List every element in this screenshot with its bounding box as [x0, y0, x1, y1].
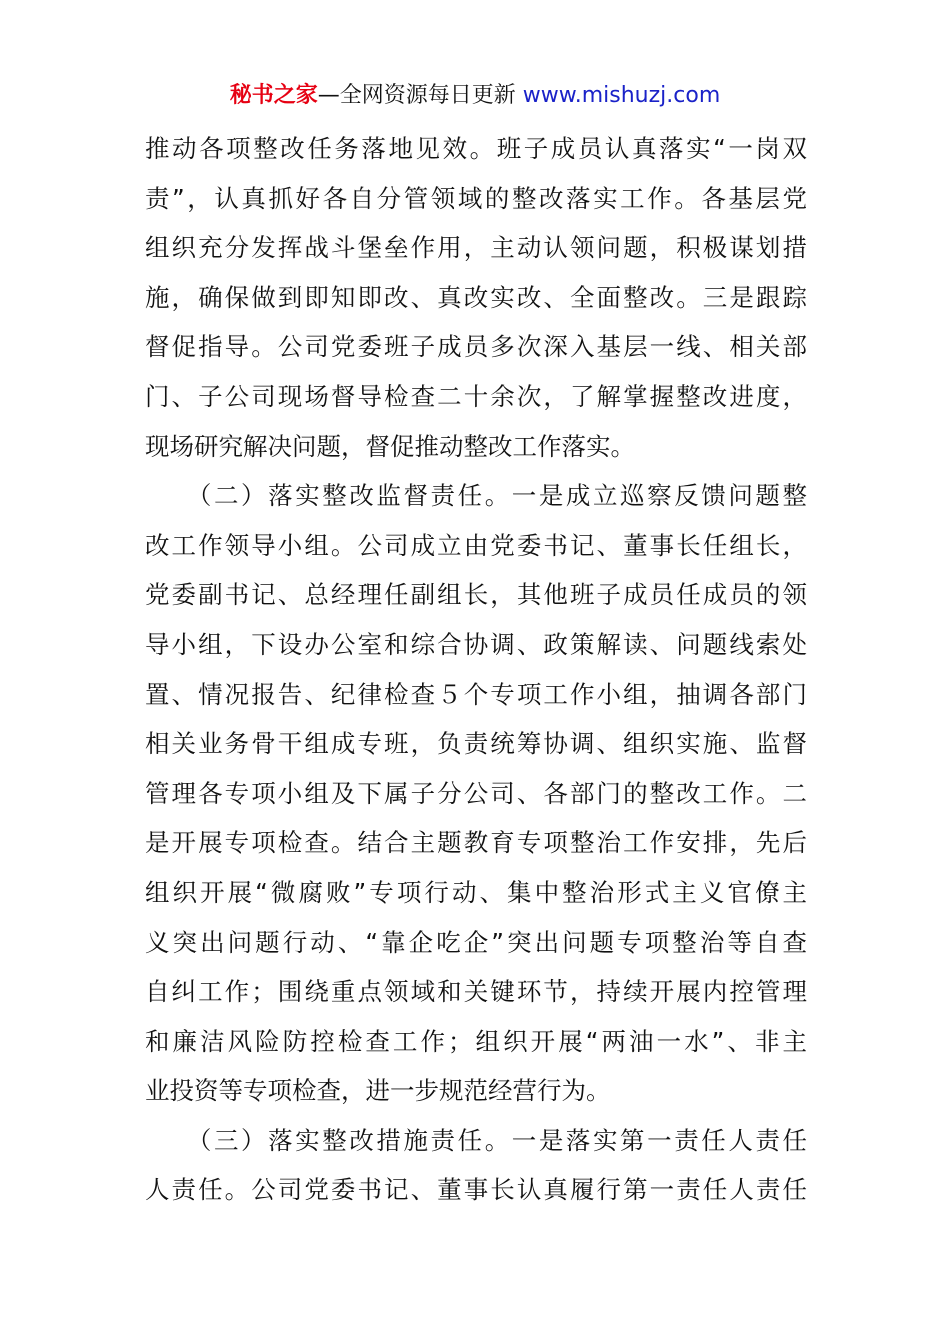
text-line: 现场研究解决问题，督促推动整改工作落实。: [145, 431, 635, 461]
text-line: 自纠工作；围绕重点领域和关键环节，持续开展内控管理: [145, 977, 807, 1007]
text-line: 督促指导。公司党委班子成员多次深入基层一线、相关部: [145, 332, 807, 362]
page-header: [0, 80, 950, 112]
text-line: 人责任。公司党委书记、董事长认真履行第一责任人责任: [145, 1175, 807, 1205]
text-line: 是开展专项检查。结合主题教育专项整治工作安排，先后: [145, 828, 807, 858]
text-line: 推动各项整改任务落地见效。班子成员认真落实“一岗双: [145, 134, 807, 163]
text-line: 组织开展“微腐败”专项行动、集中整治形式主义官僚主: [145, 877, 807, 907]
text-line: （二）落实整改监督责任。一是成立巡察反馈问题整: [145, 481, 807, 511]
website-link[interactable]: www.mishuzj.com: [522, 83, 721, 108]
text-line: 义突出问题行动、“靠企吃企”突出问题专项整治等自查: [145, 927, 807, 957]
header-tagline: —全网资源每日更新: [317, 83, 523, 108]
text-line: 门、子公司现场督导检查二十余次，了解掌握整改进度，: [145, 381, 807, 411]
text-line: 导小组，下设办公室和综合协调、政策解读、问题线索处: [145, 629, 807, 659]
text-line: 施，确保做到即知即改、真改实改、全面整改。三是跟踪: [145, 282, 807, 312]
text-line: 组织充分发挥战斗堡垒作用，主动认领问题，积极谋划措: [145, 233, 807, 263]
text-line: 和廉洁风险防控检查工作；组织开展“两油一水”、非主: [145, 1026, 807, 1056]
text-line: 置、情况报告、纪律检查５个专项工作小组，抽调各部门: [145, 679, 807, 709]
text-line: 管理各专项小组及下属子分公司、各部门的整改工作。二: [145, 778, 807, 808]
document-body: [145, 124, 807, 1215]
text-line: （三）落实整改措施责任。一是落实第一责任人责任: [145, 1125, 807, 1155]
brand-name: 秘书之家: [229, 83, 318, 108]
text-line: 改工作领导小组。公司成立由党委书记、董事长任组长，: [145, 530, 807, 560]
text-line: 相关业务骨干组成专班，负责统筹协调、组织实施、监督: [145, 729, 807, 759]
text-line: 业投资等专项检查，进一步规范经营行为。: [145, 1076, 611, 1106]
text-line: 责”，认真抓好各自分管领域的整改落实工作。各基层党: [145, 183, 807, 213]
text-line: 党委副书记、总经理任副组长，其他班子成员任成员的领: [145, 580, 807, 610]
